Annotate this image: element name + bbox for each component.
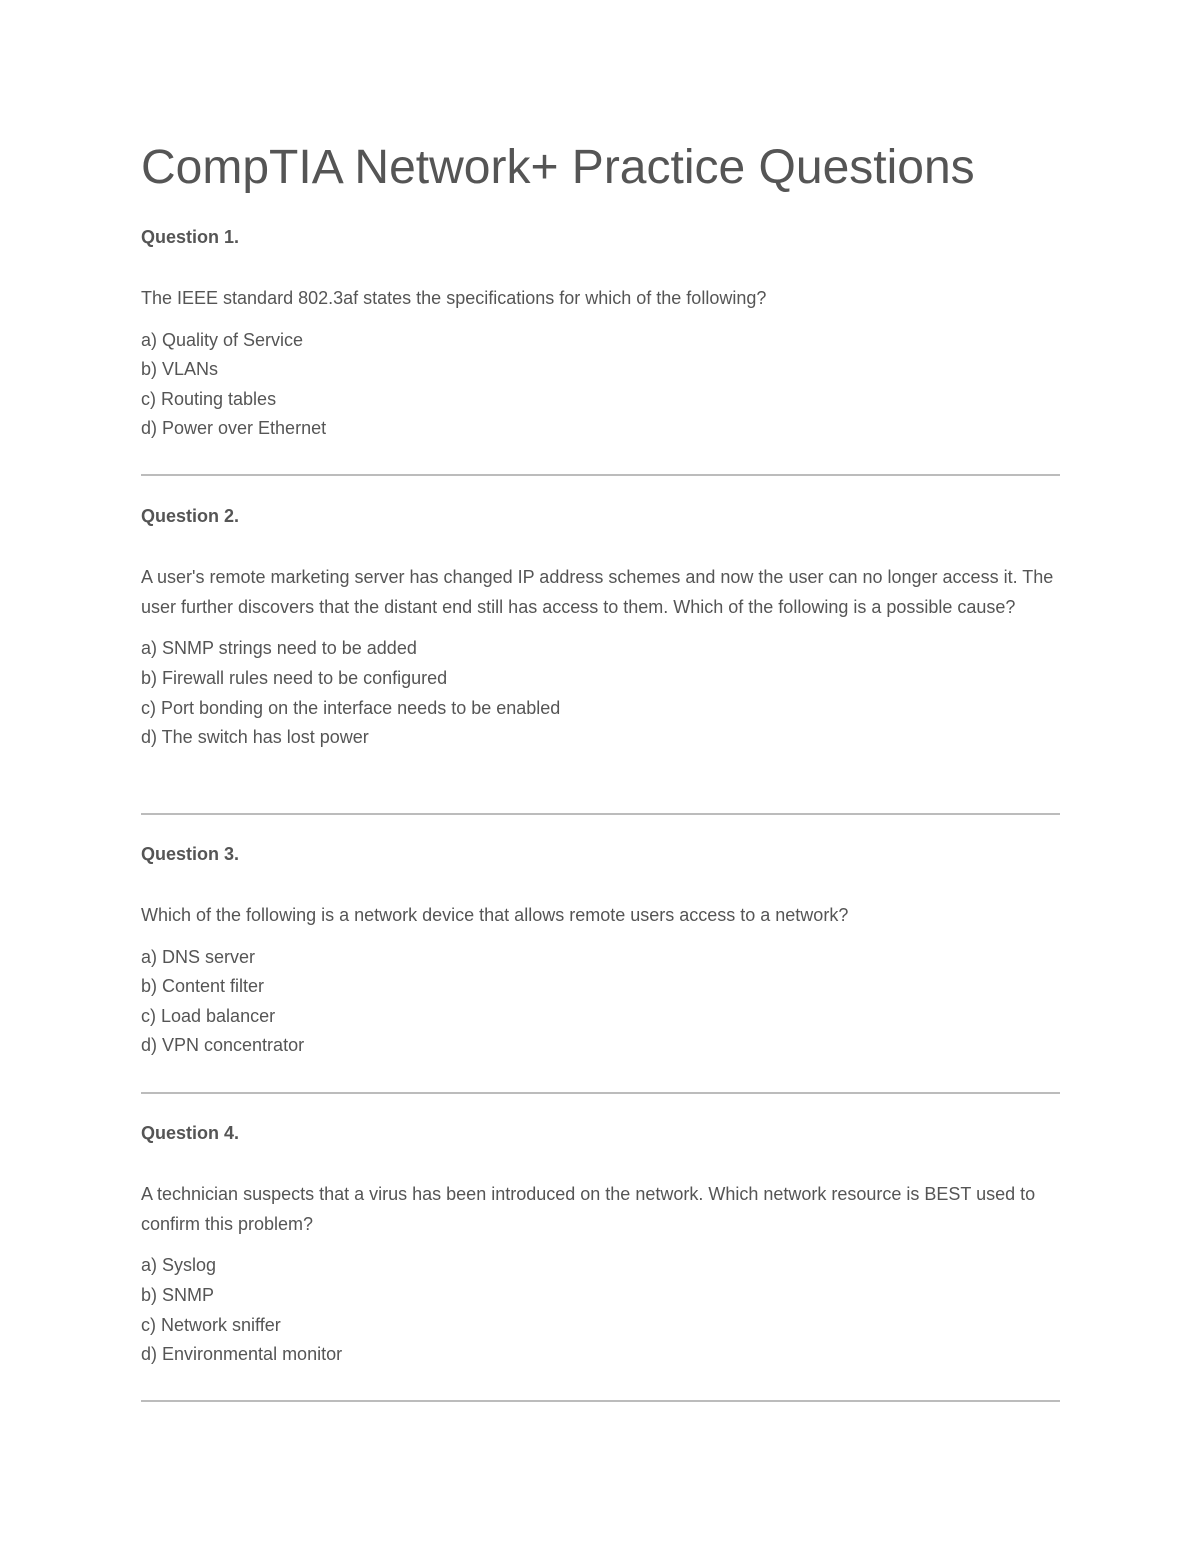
- question-block-1: [141, 226, 1060, 444]
- answer-option: b) Content filter: [141, 976, 265, 997]
- question-block-4: [141, 1122, 1060, 1370]
- answer-option: a) SNMP strings need to be added: [141, 638, 417, 659]
- answer-option: b) VLANs: [141, 359, 219, 380]
- section-divider: [141, 813, 1060, 815]
- question-text: A technician suspects that a virus has been introduced on the network. Which network resource is BEST used to confirm this problem?: [141, 1184, 1036, 1234]
- page-title: CompTIA Network+ Practice Questions: [141, 141, 975, 194]
- question-heading: Question 4.: [141, 1123, 240, 1143]
- answer-option: c) Port bonding on the interface needs to be enabled: [141, 697, 561, 718]
- question-heading: Question 2.: [141, 506, 240, 526]
- answer-option: a) Quality of Service: [141, 329, 304, 350]
- question-heading: Question 3.: [141, 844, 240, 864]
- section-divider: [141, 474, 1060, 476]
- question-text: The IEEE standard 802.3af states the specifications for which of the following?: [141, 288, 767, 308]
- answer-options: [141, 943, 1060, 1061]
- answer-options: [141, 326, 1060, 444]
- answer-option: d) The switch has lost power: [141, 727, 369, 748]
- section-divider: [141, 1400, 1060, 1402]
- question-block-2: [141, 505, 1060, 753]
- question-heading: Question 1.: [141, 227, 240, 247]
- answer-option: c) Network sniffer: [141, 1314, 281, 1335]
- answer-option: b) Firewall rules need to be configured: [141, 668, 448, 688]
- answer-options: [141, 1251, 1060, 1369]
- question-block-3: [141, 843, 1060, 1061]
- answer-option: d) Power over Ethernet: [141, 418, 327, 439]
- section-divider: [141, 1092, 1060, 1094]
- answer-option: c) Load balancer: [141, 1005, 276, 1026]
- answer-options: [141, 634, 1060, 752]
- question-text: Which of the following is a network device that allows remote users access to a network?: [141, 905, 849, 925]
- answer-option: d) Environmental monitor: [141, 1344, 343, 1365]
- answer-option: b) SNMP: [141, 1285, 215, 1305]
- question-text: A user's remote marketing server has changed IP address schemes and now the user can no longer access it. The user further discovers that the distant end still has access to them. Which of the following is a possible cause?: [141, 567, 1054, 617]
- answer-option: c) Routing tables: [141, 388, 277, 409]
- answer-option: a) Syslog: [141, 1255, 217, 1276]
- answer-option: a) DNS server: [141, 946, 256, 967]
- answer-option: d) VPN concentrator: [141, 1035, 305, 1056]
